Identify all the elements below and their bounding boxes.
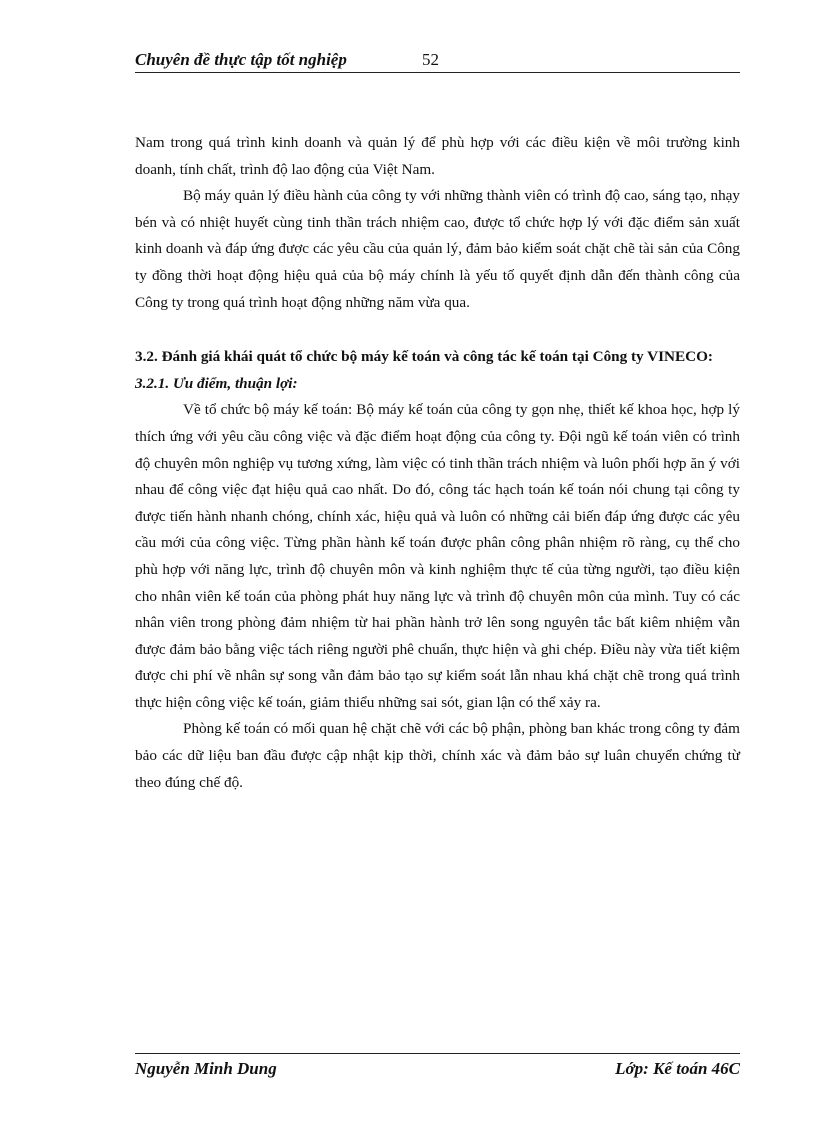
body-paragraph: Bộ máy quản lý điều hành của công ty với những thành viên có trình độ cao, sáng tạo, nhạy bén và có nhiệt huyết cùng tinh thần trách nhiệm cao, được tổ chức hợp lý với đặc điểm sản xuất kinh doanh và đáp ứng được các yêu cầu của quản lý, đảm bảo kiểm soát chặt chẽ tài sản của Công ty đồng thời hoạt động hiệu quả của bộ máy chính là yếu tố quyết định dẫn đến thành công của Công ty trong quá trình hoạt động những năm vừa qua. <box>135 187 740 311</box>
header-title: Chuyên đề thực tập tốt nghiệp <box>135 50 347 69</box>
footer-class: Lớp: Kế toán 46C <box>615 1059 740 1078</box>
body-paragraph: Phòng kế toán có mối quan hệ chặt chẽ với các bộ phận, phòng ban khác trong công ty đảm bảo các dữ liệu ban đầu được cập nhật kịp thời, chính xác và đảm bảo sự luân chuyển chứng từ theo đúng chế độ. <box>135 720 740 791</box>
page-footer <box>135 1053 740 1084</box>
body-paragraph: Nam trong quá trình kinh doanh và quản lý để phù hợp với các điều kiện về môi trường kinh doanh, tính chất, trình độ lao động của Việt Nam. <box>135 134 740 178</box>
document-body <box>135 130 740 796</box>
footer-author: Nguyễn Minh Dung <box>135 1059 277 1078</box>
body-paragraph: Về tổ chức bộ máy kế toán: Bộ máy kế toán của công ty gọn nhẹ, thiết kế khoa học, hợp lý thích ứng với yêu cầu công việc và đặc điểm hoạt động của công ty. Đội ngũ kế toán viên có trình độ chuyên môn nghiệp vụ tương xứng, làm việc có tinh thần trách nhiệm và luôn phối hợp ăn ý với nhau để công việc đạt hiệu quả cao nhất. Do đó, công tác hạch toán kế toán nói chung tại công ty được tiến hành nhanh chóng, chính xác, hiệu quả và luôn có những cải biến đáp ứng được các yêu cầu mới của công việc. Từng phần hành kế toán được phân công phân nhiệm rõ ràng, cụ thể cho phù hợp với năng lực, trình độ chuyên môn và kinh nghiệm thực tế của từng người, tạo điều kiện cho nhân viên kế toán của phòng phát huy năng lực và trình độ chuyên môn của mình. Tuy có các nhân viên trong phòng đảm nhiệm từ hai phần hành trở lên song nguyên tắc bất kiêm nhiệm vẫn được đảm bảo bằng việc tách riêng người phê chuẩn, thực hiện và ghi chép. Điều này vừa tiết kiệm được chi phí về nhân sự song vẫn đảm bảo tạo sự kiểm soát lẫn nhau khá chặt chẽ trong quá trình thực hiện công việc kế toán, giảm thiểu những sai sót, gian lận có thể xảy ra. <box>135 401 740 711</box>
page-header <box>135 48 740 73</box>
section-heading: 3.2. Đánh giá khái quát tổ chức bộ máy kế toán và công tác kế toán tại Công ty VINECO: <box>135 348 713 366</box>
page-number: 52 <box>422 50 439 69</box>
subsection-heading: 3.2.1. Ưu điểm, thuận lợi: <box>135 374 298 392</box>
